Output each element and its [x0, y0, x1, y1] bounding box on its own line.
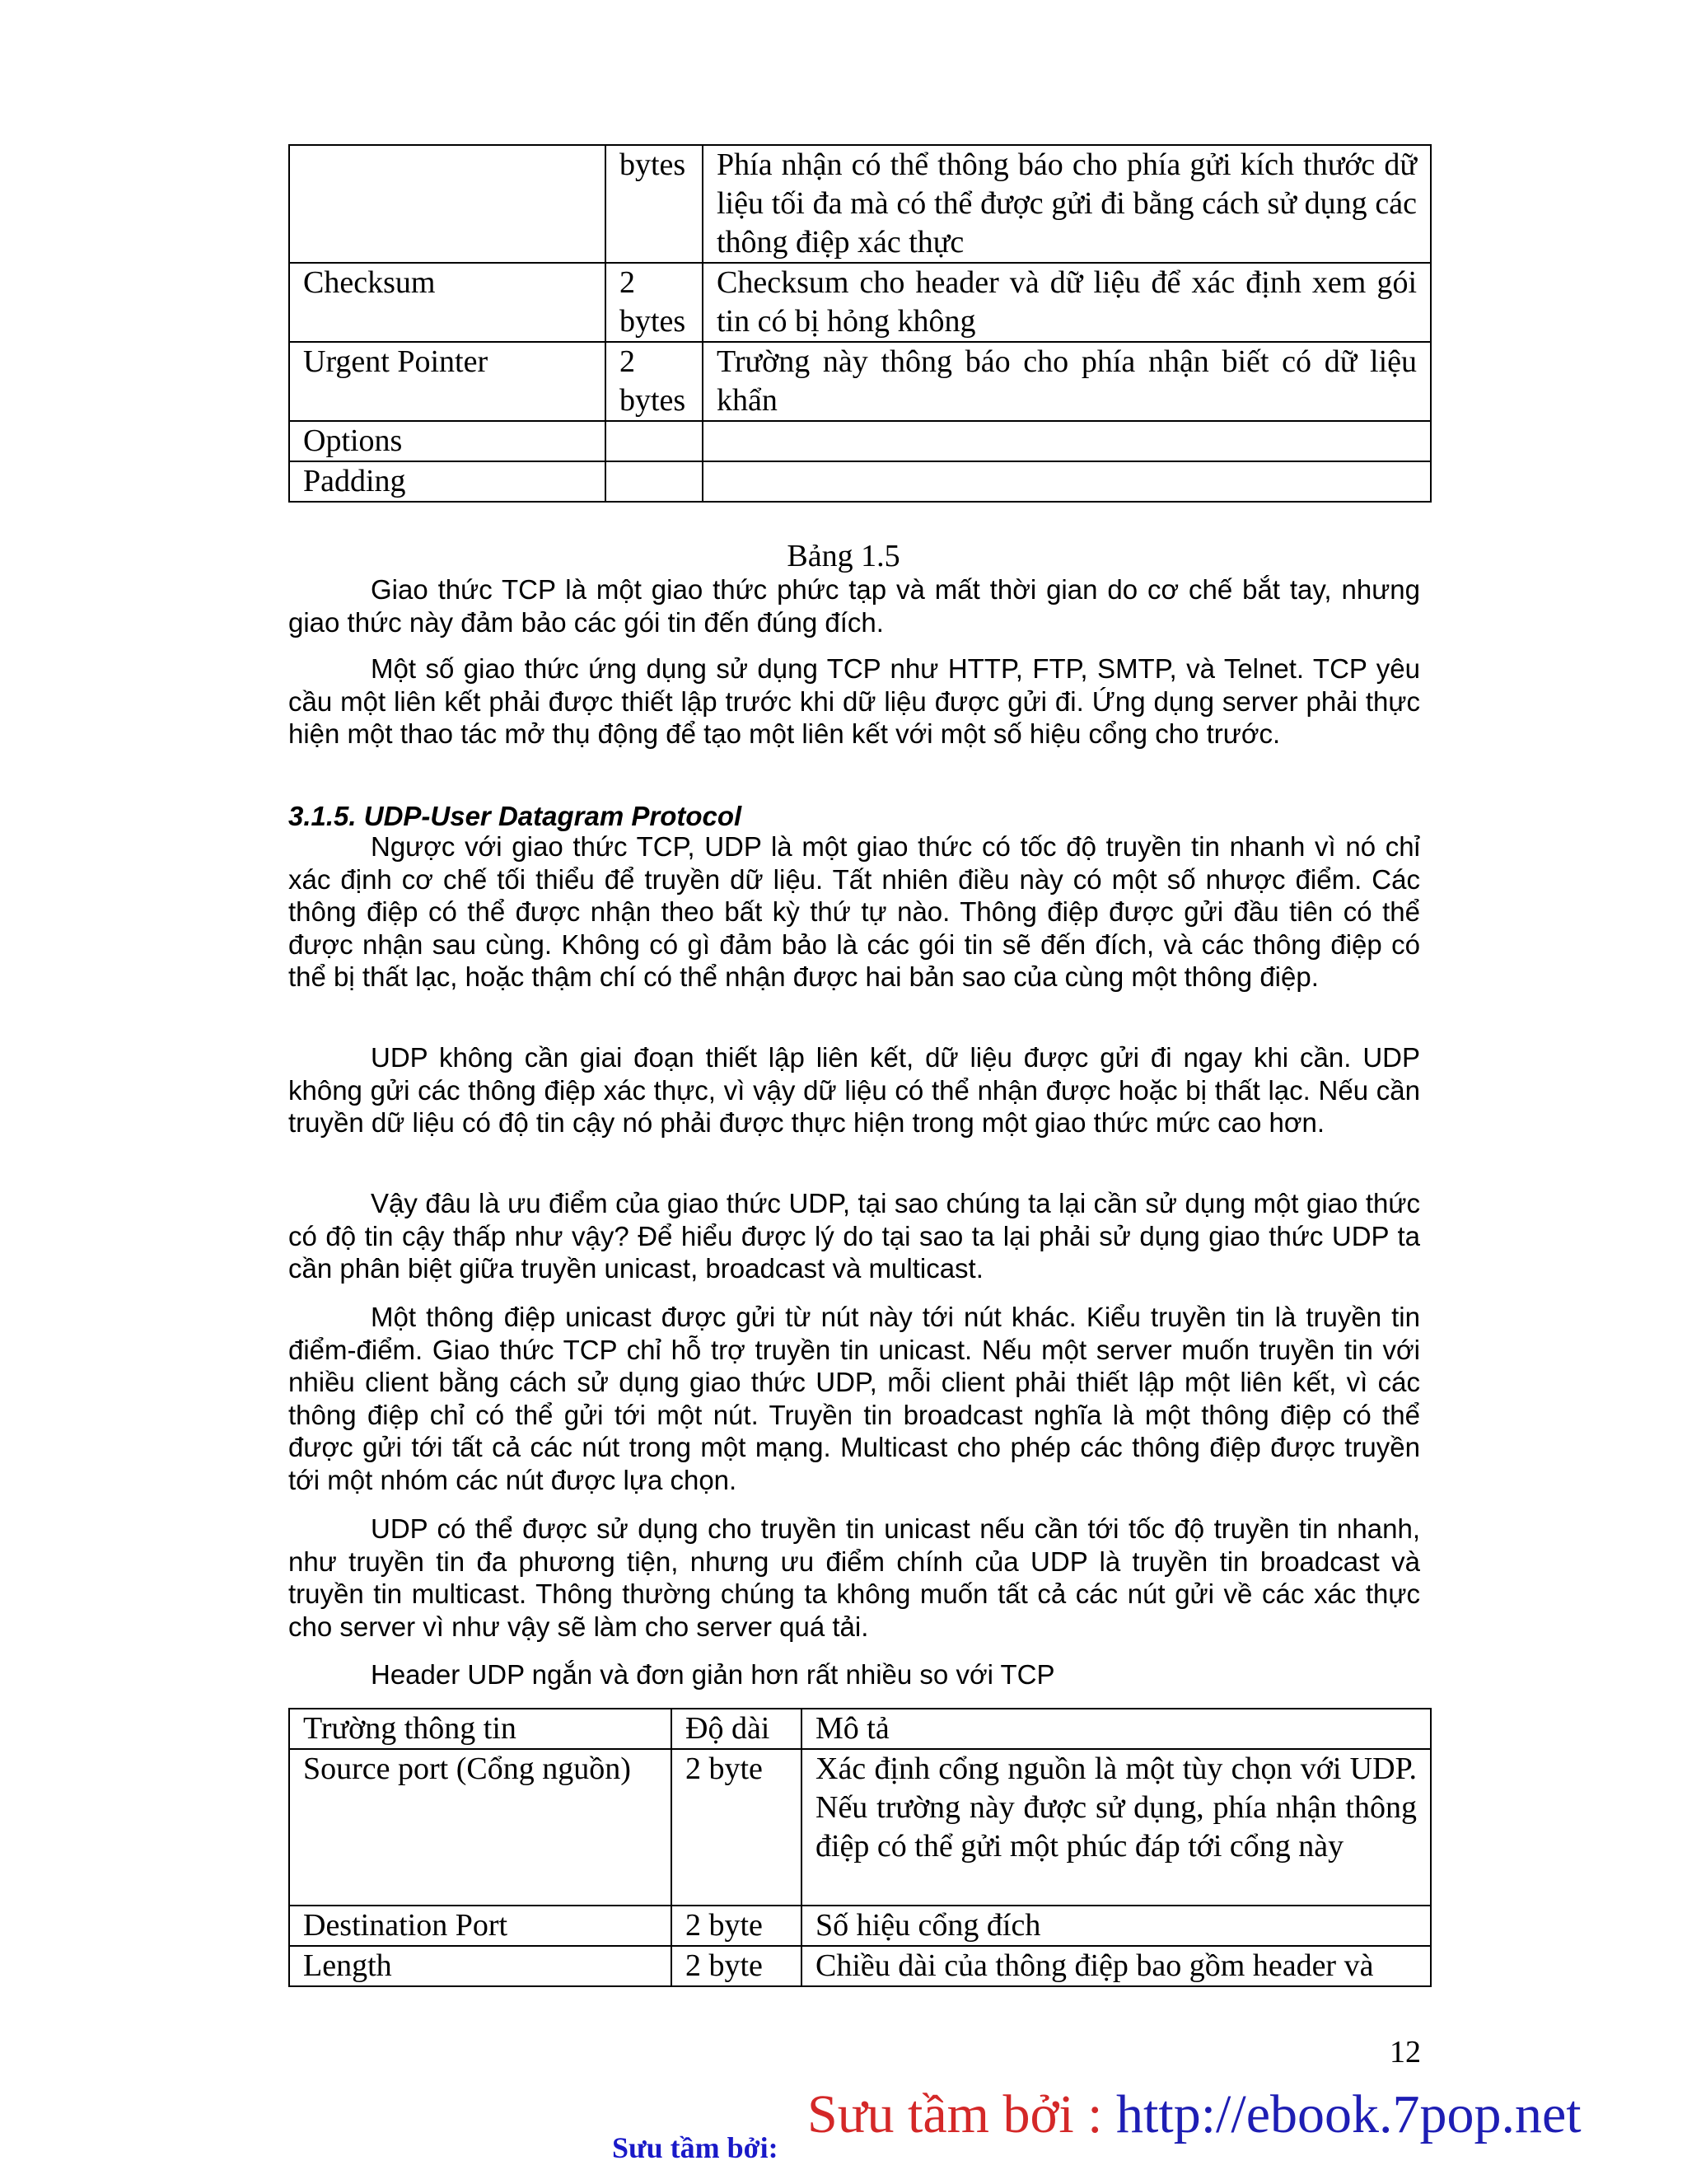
table-row: [289, 145, 1431, 263]
table-caption: Bảng 1.5: [787, 539, 900, 573]
field-desc-cell: Trường này thông báo cho phía nhận biết có dữ liệu khẩn: [703, 342, 1431, 421]
paragraph: UDP có thể được sử dụng cho truyền tin unicast nếu cần tới tốc độ truyền tin nhanh, như truyền tin đa phương tiện, nhưng ưu điểm chính của UDP là truyền tin broadcast và truyền tin multicast. Thông thường chúng ta không muốn tất cả các nút gửi về các xác thực cho server vì như vậy sẽ làm cho server quá tải.: [288, 1513, 1420, 1642]
field-name-cell: Options: [289, 421, 605, 461]
table-row: [289, 1749, 1431, 1906]
field-desc-cell: Checksum cho header và dữ liệu để xác định xem gói tin có bị hỏng không: [703, 263, 1431, 342]
field-desc-cell: [703, 461, 1431, 502]
column-header: Độ dài: [671, 1709, 801, 1749]
field-size-cell: 2 byte: [671, 1946, 801, 1986]
table-row: [289, 342, 1431, 421]
tcp-header-table: [288, 144, 1432, 503]
page-number: 12: [1390, 2035, 1421, 2069]
field-name-cell: Urgent Pointer: [289, 342, 605, 421]
paragraph: Ngược với giao thức TCP, UDP là một giao thức có tốc độ truyền tin nhanh vì nó chỉ xác định cơ chế tối thiểu để truyền dữ liệu. Tất nhiên điều này có một số nhược điểm. Các thông điệp có thể được nhận theo bất kỳ thứ tự nào. Thông điệp được gửi đầu tiên có thể được nhận sau cùng. Không có gì đảm bảo là các gói tin sẽ đến đích, và các thông điệp có thể bị thất lạc, hoặc thậm chí có thể nhận được hai bản sao của cùng một thông điệp.: [288, 831, 1420, 992]
field-name-cell: [289, 145, 605, 263]
field-size-cell: 2 bytes: [605, 342, 703, 421]
watermark-url[interactable]: http://ebook.7pop.net: [1116, 2084, 1582, 2144]
paragraph: Header UDP ngắn và đơn giản hơn rất nhiều so với TCP: [371, 1659, 1055, 1690]
field-name-cell: Length: [289, 1946, 671, 1986]
field-desc-cell: Phía nhận có thể thông báo cho phía gửi kích thước dữ liệu tối đa mà có thể được gửi đi bằng cách sử dụng các thông điệp xác thực: [703, 145, 1431, 263]
table-row: [289, 263, 1431, 342]
field-size-cell: [605, 421, 703, 461]
paragraph: Một số giao thức ứng dụng sử dụng TCP như HTTP, FTP, SMTP, và Telnet. TCP yêu cầu một liên kết phải được thiết lập trước khi dữ liệu được gửi đi. Ứng dụng server phải thực hiện một thao tác mở thụ động để tạo một liên kết với một số hiệu cổng cho trước.: [288, 653, 1420, 749]
table-row: [289, 421, 1431, 461]
field-desc-cell: [703, 421, 1431, 461]
paragraph: Vậy đâu là ưu điểm của giao thức UDP, tại sao chúng ta lại cần sử dụng một giao thức có độ tin cậy thấp như vậy? Để hiểu được lý do tại sao ta lại phải sử dụng giao thức UDP ta cần phân biệt giữa truyền unicast, broadcast và multicast.: [288, 1188, 1420, 1284]
field-size-cell: bytes: [605, 145, 703, 263]
footer-label: Sưu tầm bởi:: [612, 2131, 778, 2164]
column-header: Mô tả: [801, 1709, 1431, 1749]
paragraph: UDP không cần giai đoạn thiết lập liên kết, dữ liệu được gửi đi ngay khi cần. UDP không gửi các thông điệp xác thực, vì vậy dữ liệu có thể nhận được hoặc bị thất lạc. Nếu cần truyền dữ liệu có độ tin cậy nó phải được thực hiện trong một giao thức mức cao hơn.: [288, 1042, 1420, 1138]
watermark: [807, 2082, 1582, 2148]
field-desc-cell: Số hiệu cổng đích: [801, 1906, 1431, 1946]
table-header-row: [289, 1709, 1431, 1749]
field-desc-cell: Xác định cổng nguồn là một tùy chọn với UDP. Nếu trường này được sử dụng, phía nhận thông điệp có thể gửi một phúc đáp tới cổng này: [801, 1749, 1431, 1906]
watermark-label: Sưu tầm bởi :: [807, 2084, 1103, 2144]
table-row: [289, 1906, 1431, 1946]
field-name-cell: Padding: [289, 461, 605, 502]
column-header: Trường thông tin: [289, 1709, 671, 1749]
field-name-cell: Checksum: [289, 263, 605, 342]
field-size-cell: [605, 461, 703, 502]
paragraph: Giao thức TCP là một giao thức phức tạp và mất thời gian do cơ chế bắt tay, nhưng giao thức này đảm bảo các gói tin đến đúng đích.: [288, 574, 1420, 638]
table-row: [289, 461, 1431, 502]
table-row: [289, 1946, 1431, 1986]
paragraph: Một thông điệp unicast được gửi từ nút này tới nút khác. Kiểu truyền tin là truyền tin điểm-điểm. Giao thức TCP chỉ hỗ trợ truyền tin unicast. Nếu một server muốn truyền tin với nhiều client bằng cách sử dụng giao thức UDP, mỗi client phải thiết lập một liên kết, vì các thông điệp chỉ có thể gửi tới một nút. Truyền tin broadcast nghĩa là một thông điệp có thể được gửi tới tất cả các nút trong một mạng. Multicast cho phép các thông điệp được truyền tới một nhóm các nút được lựa chọn.: [288, 1302, 1420, 1495]
field-size-cell: 2 bytes: [605, 263, 703, 342]
field-name-cell: Source port (Cổng nguồn): [289, 1749, 671, 1906]
field-size-cell: 2 byte: [671, 1749, 801, 1906]
field-desc-cell: Chiều dài của thông điệp bao gồm header và: [801, 1946, 1431, 1986]
udp-header-table: [288, 1708, 1432, 1987]
field-name-cell: Destination Port: [289, 1906, 671, 1946]
field-size-cell: 2 byte: [671, 1906, 801, 1946]
section-heading: 3.1.5. UDP-User Datagram Protocol: [288, 801, 742, 831]
